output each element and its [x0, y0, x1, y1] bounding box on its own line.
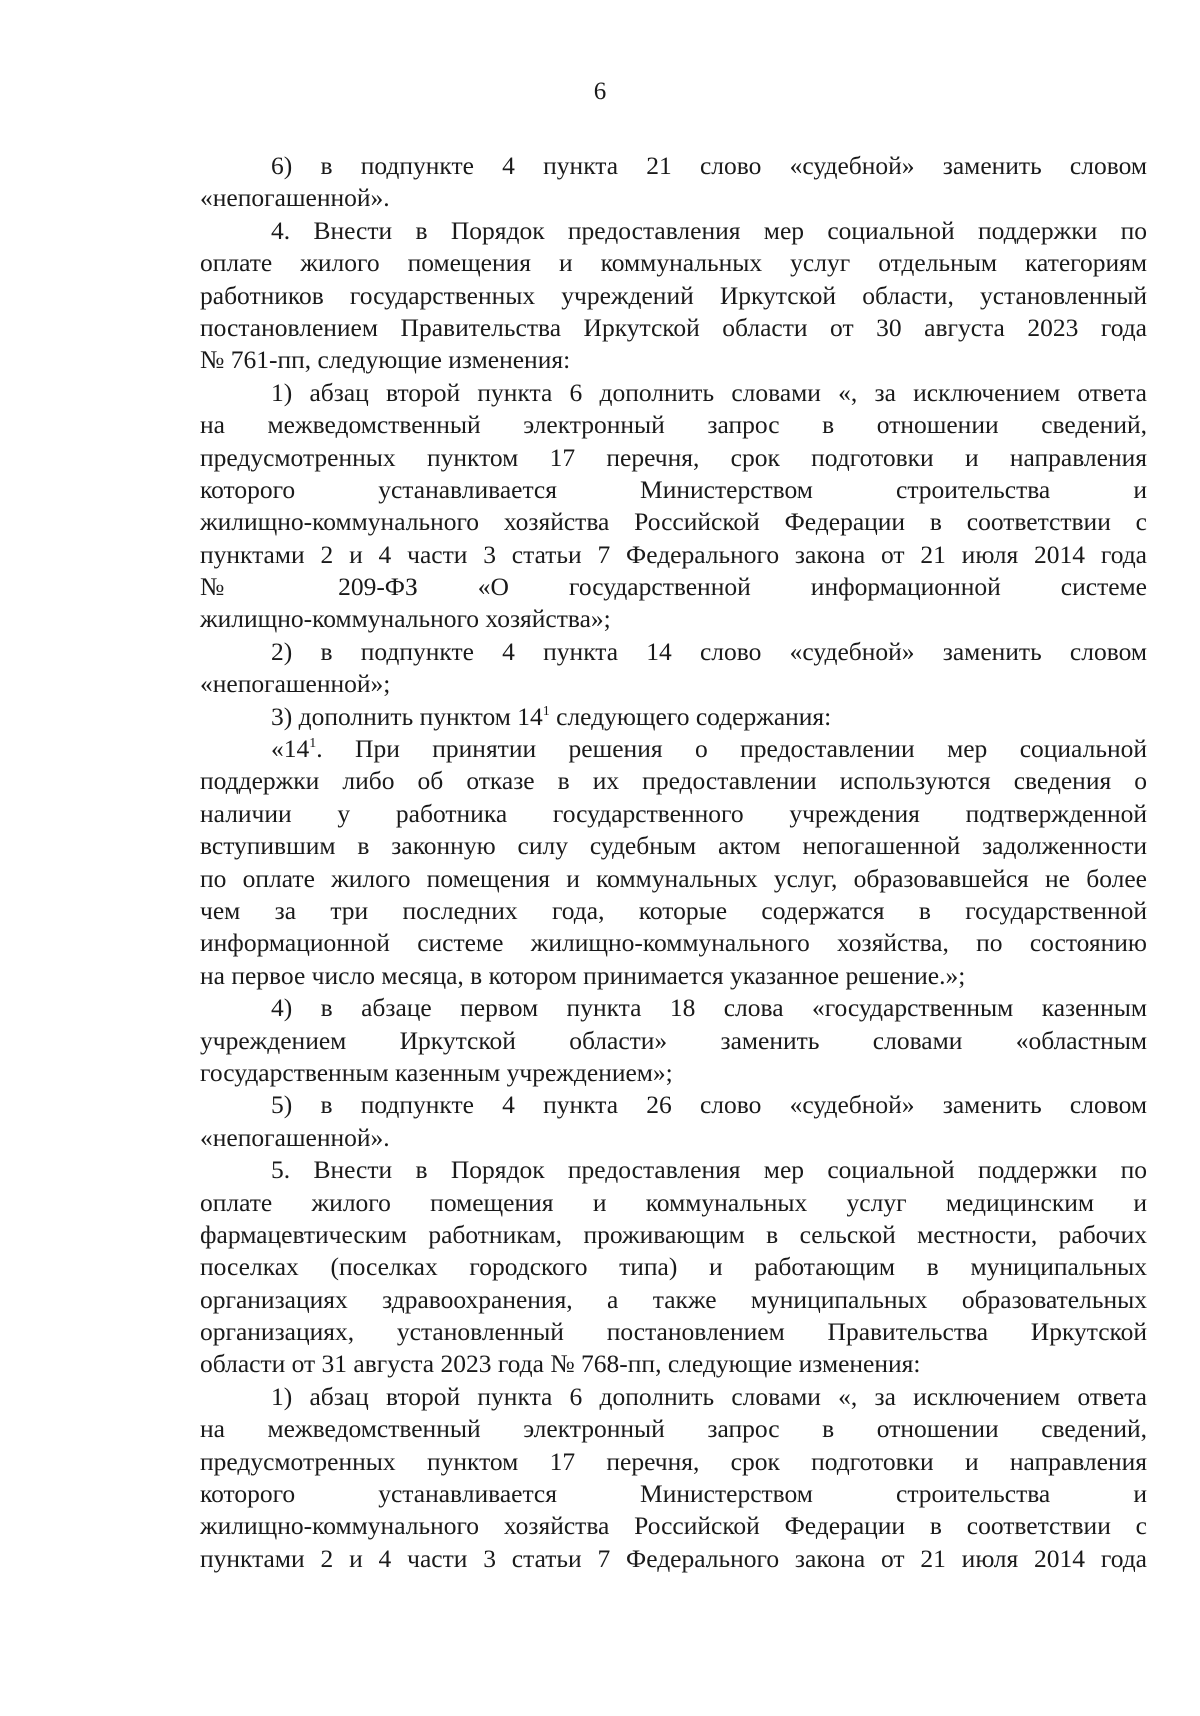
text-line-content: оплате жилого помещения и коммунальных услуг медицинским и	[200, 1187, 1147, 1217]
text-line	[200, 442, 1147, 474]
text-line	[200, 1187, 1147, 1219]
text-line	[200, 247, 1147, 279]
text-line-content: по оплате жилого помещения и коммунальных услуг, образовавшейся не более	[200, 863, 1147, 893]
text-line-continuation: следующего содержания:	[549, 701, 832, 731]
text-line-content: 5. Внести в Порядок предоставления мер социальной поддержки по	[271, 1155, 1147, 1185]
text-line-content: которого устанавливается Министерством строительства и	[200, 1479, 1147, 1509]
text-line-content: 6) в подпункте 4 пункта 21 слово «судебной» заменить словом	[271, 151, 1147, 180]
text-line	[200, 539, 1147, 571]
text-line-content: «14	[271, 734, 310, 764]
text-line-content: 5) в подпункте 4 пункта 26 слово «судебной» заменить словом	[271, 1090, 1147, 1120]
text-line	[200, 1122, 1147, 1154]
text-line	[200, 636, 1147, 668]
document-body	[200, 150, 1147, 1575]
text-line	[200, 1284, 1147, 1316]
text-line	[200, 506, 1147, 538]
text-line	[200, 603, 1147, 635]
text-line-content: жилищно-коммунального хозяйства Российской Федерации в соответствии с	[200, 1511, 1147, 1541]
page-number: 6	[593, 78, 607, 105]
text-line-content: «непогашенной».	[200, 183, 390, 213]
superscript: 1	[309, 736, 317, 752]
text-line	[200, 1381, 1147, 1413]
text-line-content: которого устанавливается Министерством строительства и	[200, 474, 1147, 504]
text-line-content: вступившим в законную силу судебным актом непогашенной задолженности	[200, 831, 1147, 861]
text-line-content: предусмотренных пунктом 17 перечня, срок подготовки и направления	[200, 1446, 1147, 1476]
text-line-content: № 761-пп, следующие изменения:	[200, 345, 571, 375]
text-line-continuation: . При принятии решения о предоставлении мер социальной	[316, 734, 1147, 764]
text-line	[200, 409, 1147, 441]
text-line	[200, 1057, 1147, 1089]
text-line	[200, 1413, 1147, 1445]
text-line	[200, 1251, 1147, 1283]
text-line	[200, 1446, 1147, 1478]
text-line-content: 1) абзац второй пункта 6 дополнить словами «, за исключением ответа	[271, 1381, 1147, 1411]
text-line	[200, 215, 1147, 247]
text-line-content: на межведомственный электронный запрос в отношении сведений,	[200, 1414, 1147, 1444]
text-line	[200, 1089, 1147, 1121]
text-line	[200, 150, 1147, 182]
text-line-content: пунктами 2 и 4 части 3 статьи 7 Федерального закона от 21 июля 2014 года	[200, 1543, 1147, 1573]
text-line-content: пунктами 2 и 4 части 3 статьи 7 Федерального закона от 21 июля 2014 года	[200, 539, 1147, 569]
text-line-content: работников государственных учреждений Иркутской области, установленный	[200, 280, 1147, 310]
text-line	[200, 1219, 1147, 1251]
text-line	[200, 344, 1147, 376]
text-line-content: «непогашенной».	[200, 1122, 390, 1152]
text-line	[200, 927, 1147, 959]
text-line-content: «непогашенной»;	[200, 669, 391, 699]
text-line-content: поддержки либо об отказе в их предоставлении используются сведения о	[200, 766, 1147, 796]
text-line-content: 2) в подпункте 4 пункта 14 слово «судебной» заменить словом	[271, 636, 1147, 666]
text-line	[200, 1025, 1147, 1057]
text-line-content: постановлением Правительства Иркутской области от 30 августа 2023 года	[200, 312, 1147, 342]
text-line	[200, 765, 1147, 797]
text-line	[200, 312, 1147, 344]
text-line	[200, 668, 1147, 700]
text-line	[200, 1478, 1147, 1510]
text-line-content: организациях, установленный постановлением Правительства Иркутской	[200, 1317, 1147, 1347]
text-line-content: области от 31 августа 2023 года № 768-пп, следующие изменения:	[200, 1349, 921, 1379]
text-line-content: 4) в абзаце первом пункта 18 слова «государственным казенным	[271, 993, 1147, 1023]
text-line	[200, 733, 1147, 765]
text-line	[200, 182, 1147, 214]
text-line-content: учреждением Иркутской области» заменить словами «областным	[200, 1025, 1147, 1055]
text-line	[200, 1348, 1147, 1380]
text-line-content: на межведомственный электронный запрос в отношении сведений,	[200, 410, 1147, 440]
text-line	[200, 571, 1147, 603]
text-line	[200, 280, 1147, 312]
text-line-content: жилищно-коммунального хозяйства Российской Федерации в соответствии с	[200, 507, 1147, 537]
text-line-content: предусмотренных пунктом 17 перечня, срок подготовки и направления	[200, 442, 1147, 472]
text-line-content: фармацевтическим работникам, проживающим в сельской местности, рабочих	[200, 1219, 1147, 1249]
text-line-content: наличии у работника государственного учреждения подтвержденной	[200, 798, 1147, 828]
text-line	[200, 798, 1147, 830]
text-line	[200, 701, 1147, 733]
text-line	[200, 1510, 1147, 1542]
text-line-content: жилищно-коммунального хозяйства»;	[200, 604, 611, 634]
text-line	[200, 377, 1147, 409]
text-line	[200, 474, 1147, 506]
superscript: 1	[542, 703, 550, 719]
text-line-content: государственным казенным учреждением»;	[200, 1057, 673, 1087]
text-line	[200, 895, 1147, 927]
text-line-content: 4. Внести в Порядок предоставления мер социальной поддержки по	[271, 215, 1147, 245]
text-line-content: чем за три последних года, которые содержатся в государственной	[200, 895, 1147, 925]
text-line-content: № 209-ФЗ «О государственной информационной системе	[200, 572, 1147, 602]
text-line	[200, 992, 1147, 1024]
text-line	[200, 1543, 1147, 1575]
text-line-content: поселках (поселках городского типа) и работающим в муниципальных	[200, 1252, 1147, 1282]
text-line-content: информационной системе жилищно-коммунального хозяйства, по состоянию	[200, 928, 1147, 958]
text-line	[200, 1154, 1147, 1186]
text-line	[200, 863, 1147, 895]
text-line-content: 3) дополнить пунктом 14	[271, 701, 543, 731]
text-line-content: 1) абзац второй пункта 6 дополнить словами «, за исключением ответа	[271, 377, 1147, 407]
text-line-content: оплате жилого помещения и коммунальных услуг отдельным категориям	[200, 248, 1147, 278]
text-line	[200, 1316, 1147, 1348]
text-line-content: организациях здравоохранения, а также муниципальных образовательных	[200, 1284, 1147, 1314]
text-line-content: на первое число месяца, в котором принимается указанное решение.»;	[200, 960, 966, 990]
text-line	[200, 960, 1147, 992]
text-line	[200, 830, 1147, 862]
